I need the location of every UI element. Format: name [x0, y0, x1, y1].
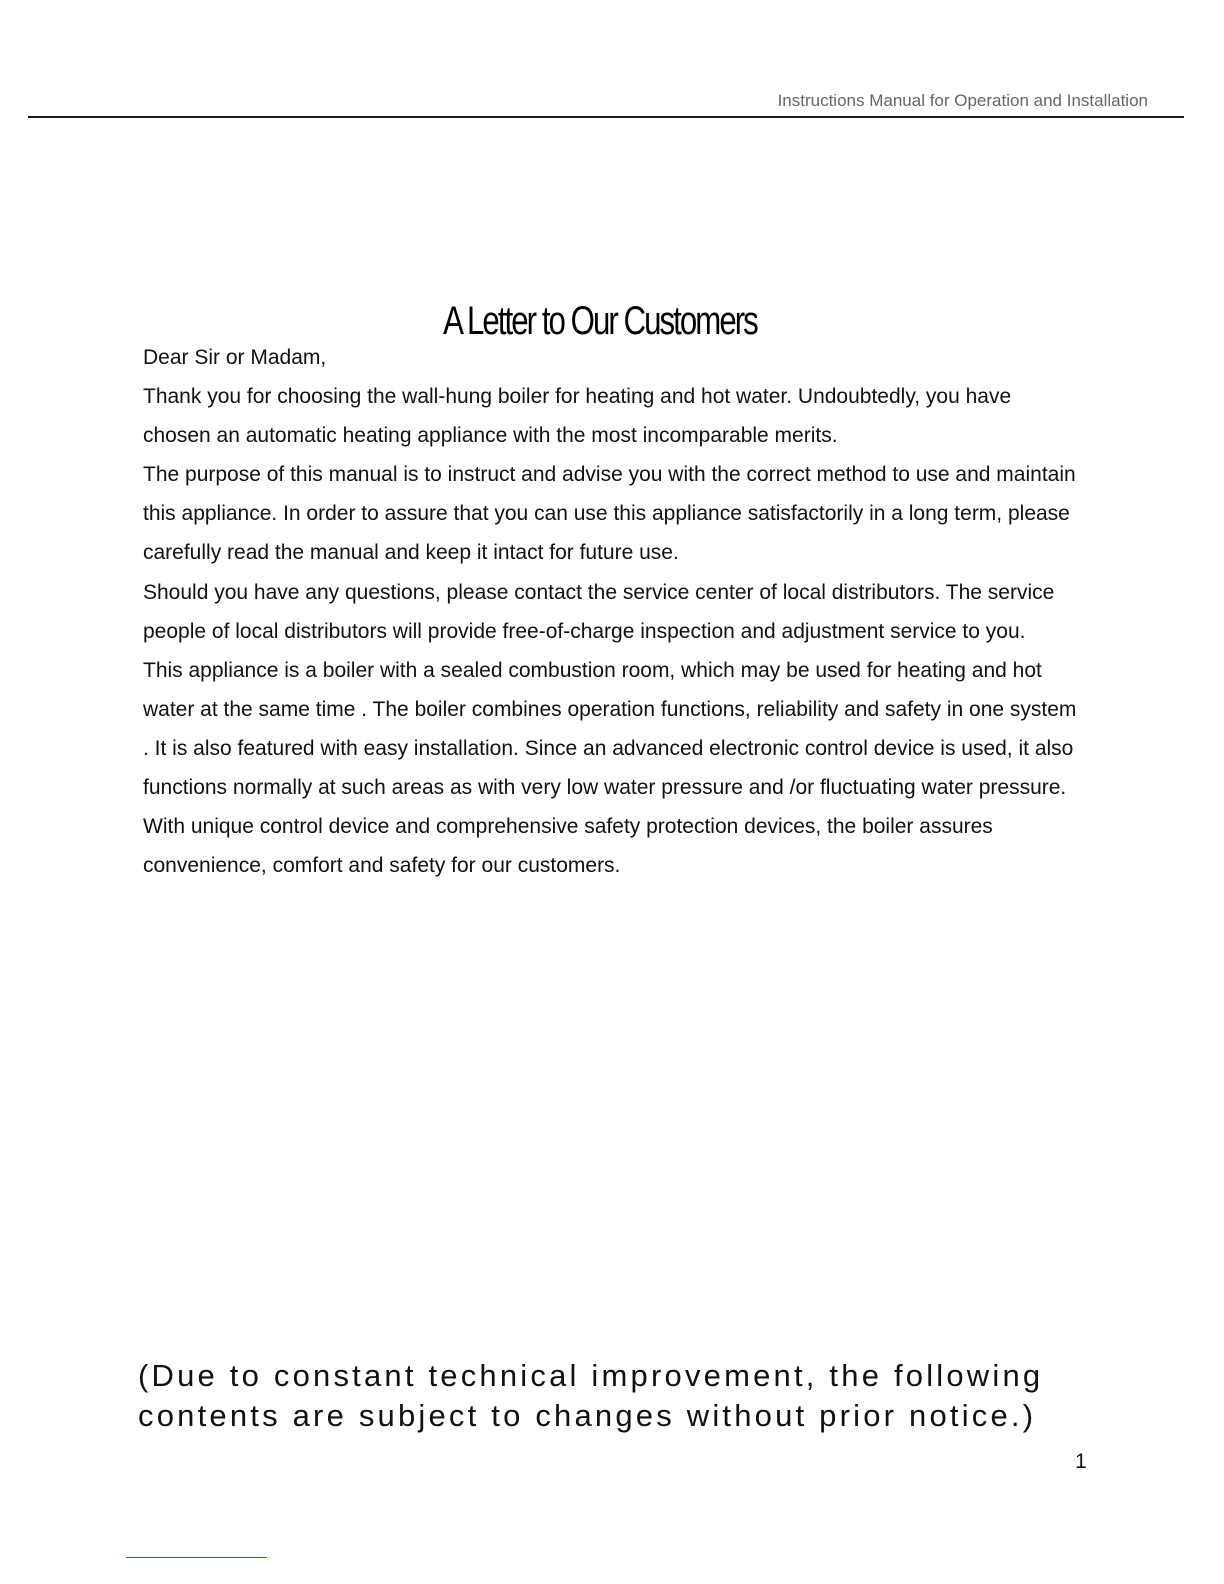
- letter-body: [143, 338, 1083, 885]
- salutation: Dear Sir or Madam,: [143, 346, 327, 369]
- running-header-title: Instructions Manual for Operation and Installation: [777, 91, 1148, 110]
- change-notice-line-2: contents are subject to changes without prior notice.): [138, 1398, 1037, 1433]
- header-divider: [28, 116, 1184, 118]
- paragraph-appliance: This appliance is a boiler with a sealed combustion room, which may be used for heating and hot water at the same time . The boiler combines operation functions, reliability and safety in one system . It is also featured with easy installation. Since an advanced electronic control device is used, it also functions normally at such areas as with very low water pressure and /or fluctuating water pressure. With unique control device and comprehensive safety protection devices, the boiler assures convenience, comfort and safety for our customers.: [143, 658, 1077, 878]
- change-notice-line-1: (Due to constant technical improvement, the following: [138, 1358, 1044, 1393]
- page-number: 1: [1075, 1450, 1087, 1473]
- letter-title: A Letter to Our Customers: [443, 298, 757, 343]
- paragraph-service: Should you have any questions, please contact the service center of local distributors. The service people of local distributors will provide free-of-charge inspection and adjustment service to you.: [143, 580, 1055, 643]
- footer-divider: [126, 1557, 267, 1558]
- paragraph-thanks: Thank you for choosing the wall-hung boiler for heating and hot water. Undoubtedly, you have chosen an automatic heating appliance with the most incomparable merits.: [143, 385, 1012, 448]
- paragraph-purpose: The purpose of this manual is to instruct and advise you with the correct method to use and maintain this appliance. In order to assure that you can use this appliance satisfactorily in a long term, please carefully read the manual and keep it intact for future use.: [143, 463, 1076, 565]
- change-notice: [138, 1356, 1138, 1436]
